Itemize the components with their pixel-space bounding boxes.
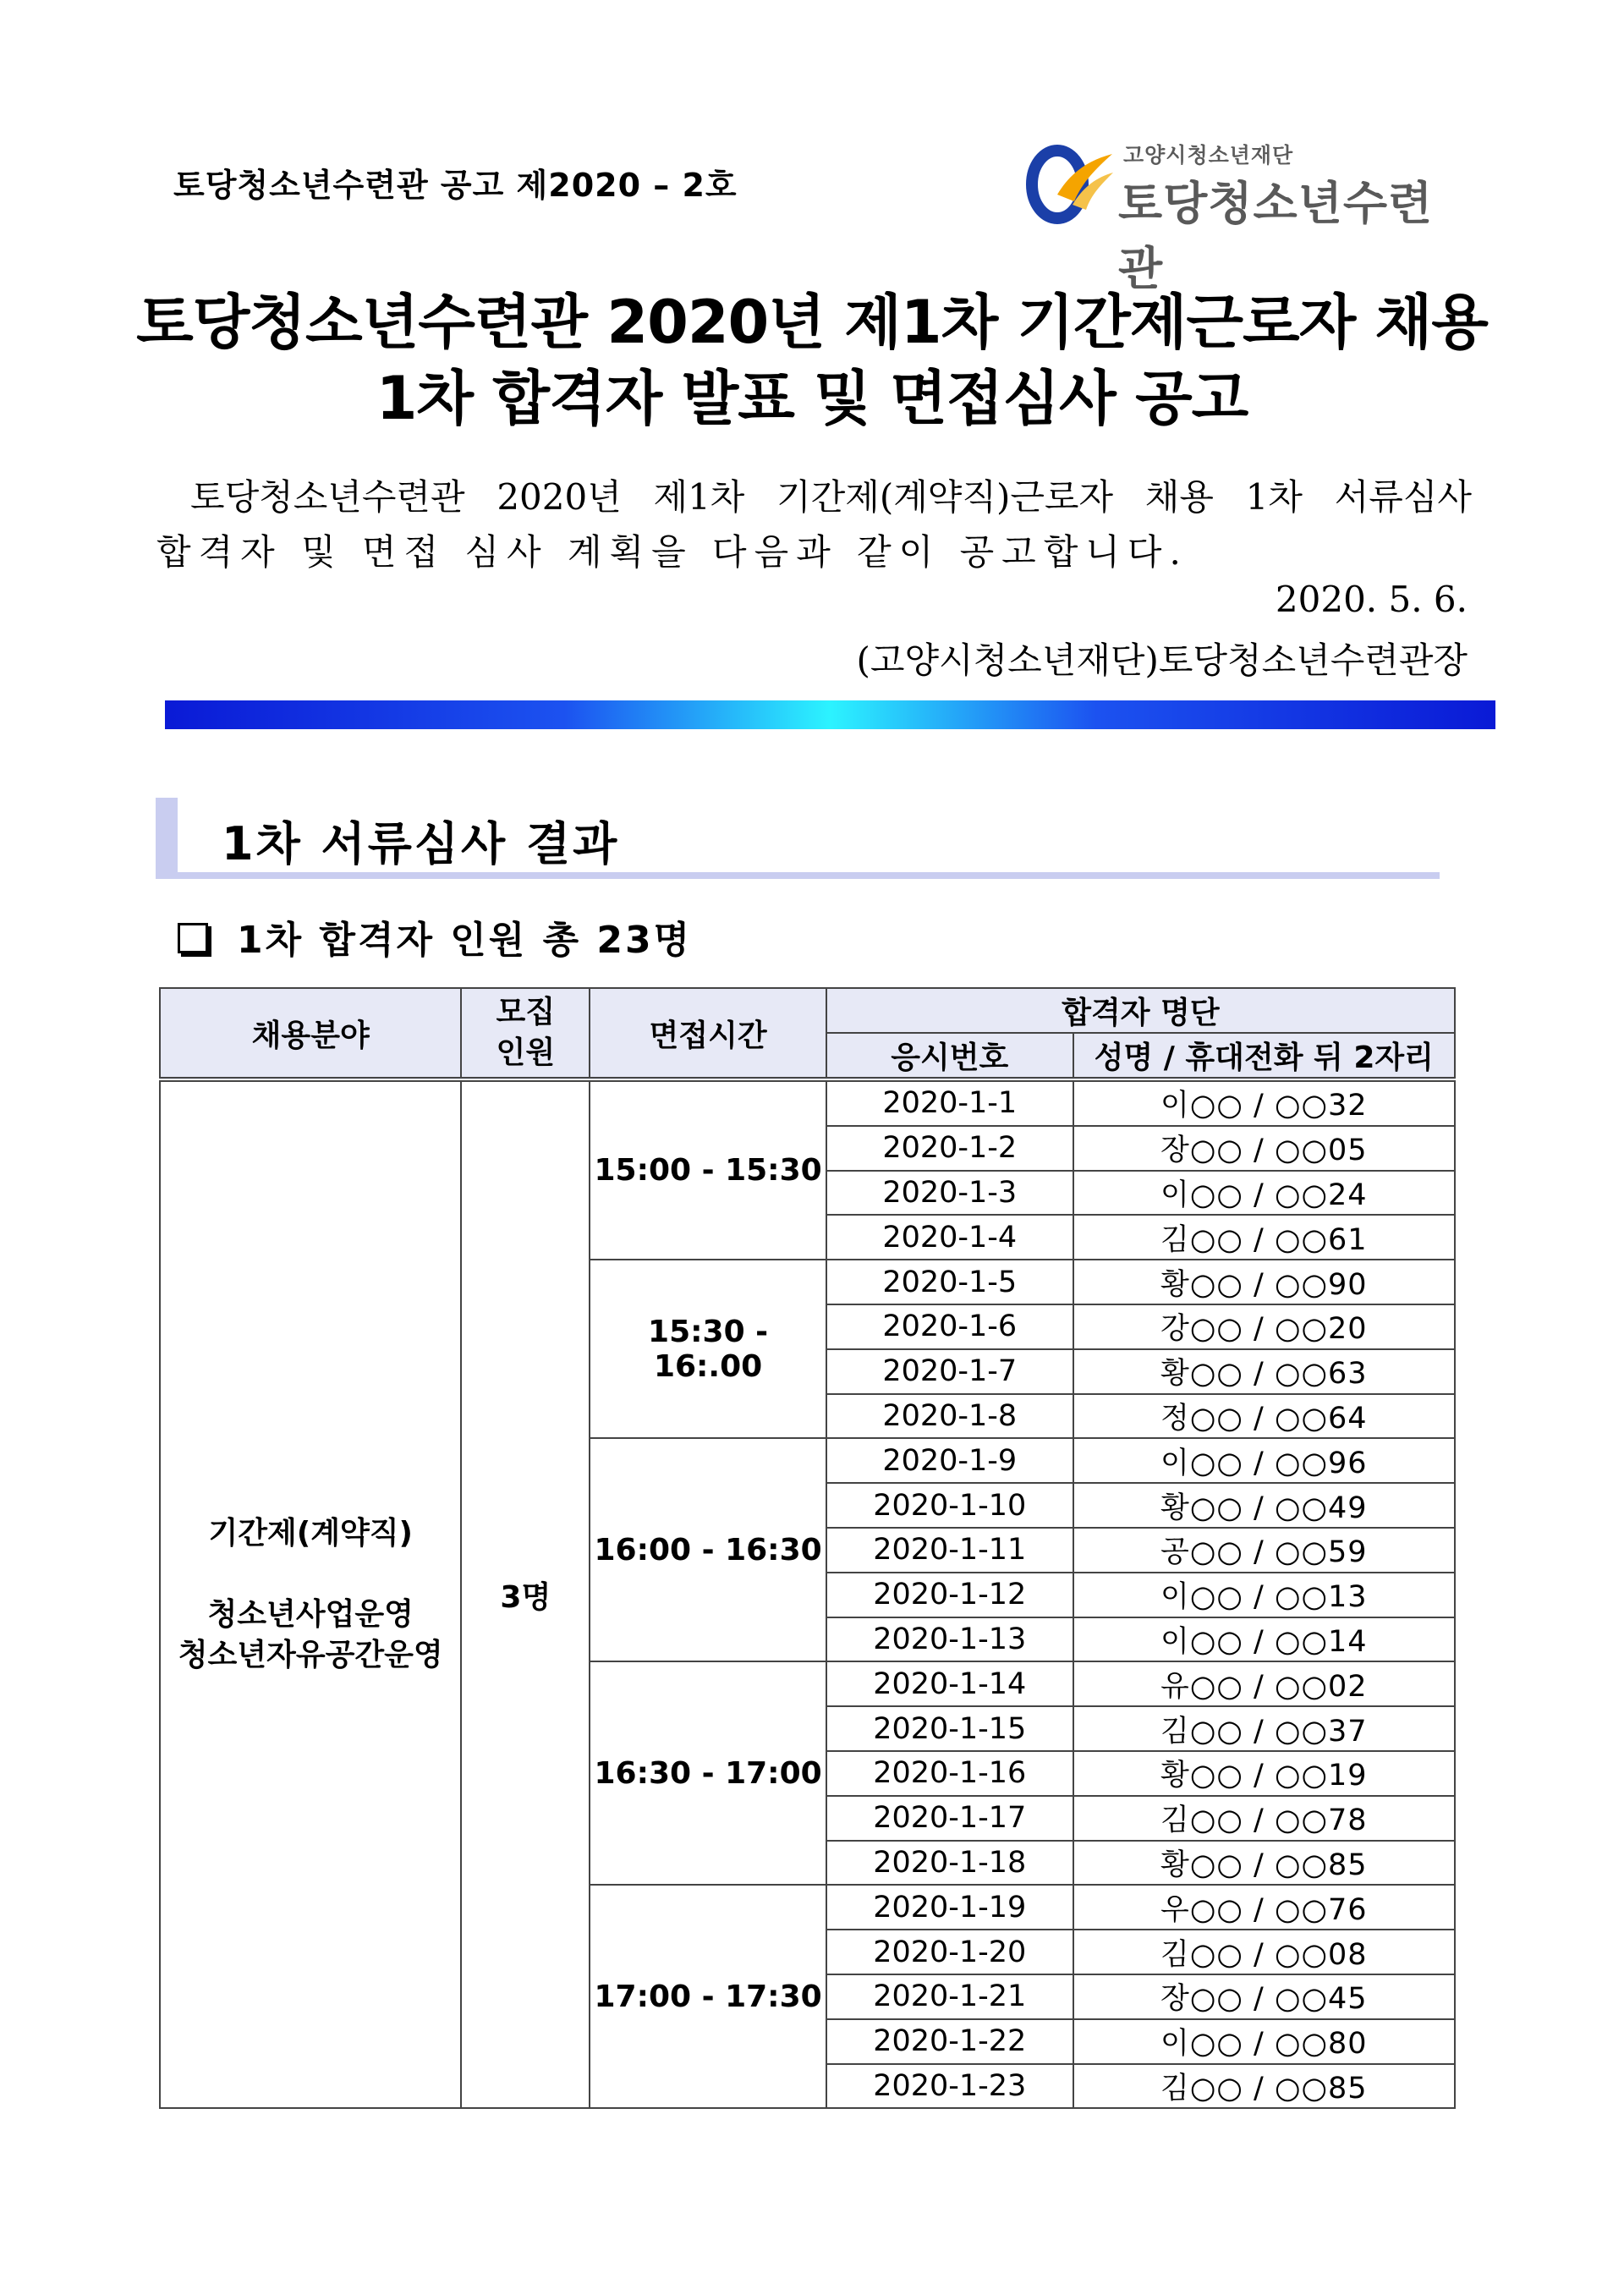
header-name: 성명 / 휴대전화 뒤 2자리 <box>1073 1033 1455 1079</box>
page-title-line1: 토당청소년수련관 2020년 제1차 기간제근로자 채용 <box>136 288 1488 357</box>
header-number: 응시번호 <box>826 1033 1073 1079</box>
applicant-name-cell: 김○○ / ○○78 <box>1073 1796 1455 1841</box>
applicant-number-cell: 2020-1-2 <box>826 1126 1073 1171</box>
applicant-number-cell: 2020-1-13 <box>826 1617 1073 1662</box>
applicant-name-cell: 이○○ / ○○24 <box>1073 1171 1455 1216</box>
applicant-number-cell: 2020-1-19 <box>826 1885 1073 1930</box>
field-line2: 청소년사업운영 <box>207 1597 414 1633</box>
applicant-name-cell: 이○○ / ○○96 <box>1073 1438 1455 1483</box>
applicant-number-cell: 2020-1-7 <box>826 1349 1073 1394</box>
applicant-number-cell: 2020-1-15 <box>826 1706 1073 1751</box>
applicant-name-cell: 공○○ / ○○59 <box>1073 1528 1455 1573</box>
header-time: 면접시간 <box>590 988 826 1079</box>
field-cell <box>160 1079 461 2108</box>
pass-count-text: 1차 합격자 인원 총 23명 <box>237 919 693 962</box>
applicant-name-cell: 이○○ / ○○32 <box>1073 1079 1455 1126</box>
applicant-number-cell: 2020-1-12 <box>826 1573 1073 1617</box>
applicant-number-cell: 2020-1-20 <box>826 1930 1073 1974</box>
recruit-count-cell: 3명 <box>461 1079 590 2108</box>
section-accent-bar <box>156 798 178 876</box>
section-title: 1차 서류심사 결과 <box>222 817 620 870</box>
applicant-name-cell: 김○○ / ○○37 <box>1073 1706 1455 1751</box>
interview-time-cell: 17:00 - 17:30 <box>590 1885 826 2108</box>
applicant-name-cell: 이○○ / ○○80 <box>1073 2019 1455 2064</box>
applicant-name-cell: 장○○ / ○○45 <box>1073 1974 1455 2019</box>
applicant-name-cell: 정○○ / ○○64 <box>1073 1394 1455 1439</box>
applicant-number-cell: 2020-1-16 <box>826 1751 1073 1796</box>
applicant-number-cell: 2020-1-6 <box>826 1304 1073 1349</box>
applicant-name-cell: 황○○ / ○○19 <box>1073 1751 1455 1796</box>
notice-date: 2020. 5. 6. <box>1275 579 1468 620</box>
applicant-number-cell: 2020-1-8 <box>826 1394 1073 1439</box>
applicant-name-cell: 황○○ / ○○49 <box>1073 1483 1455 1528</box>
header-recruit-line1: 모집 <box>496 995 556 1029</box>
field-spacer <box>161 1554 460 1595</box>
applicant-name-cell: 우○○ / ○○76 <box>1073 1885 1455 1930</box>
applicant-name-cell: 장○○ / ○○05 <box>1073 1126 1455 1171</box>
header-list: 합격자 명단 <box>826 988 1455 1033</box>
applicant-number-cell: 2020-1-4 <box>826 1215 1073 1260</box>
interview-time-cell: 16:00 - 16:30 <box>590 1438 826 1661</box>
applicant-number-cell: 2020-1-17 <box>826 1796 1073 1841</box>
applicant-number-cell: 2020-1-23 <box>826 2064 1073 2109</box>
applicant-name-cell: 이○○ / ○○14 <box>1073 1617 1455 1662</box>
notice-number: 토당청소년수련관 공고 제2020 – 2호 <box>173 167 738 204</box>
checkbox-icon <box>178 923 208 953</box>
applicant-name-cell: 황○○ / ○○63 <box>1073 1349 1455 1394</box>
interview-time-cell: 15:30 - 16:.00 <box>590 1260 826 1438</box>
intro-line2: 합격자 및 면접 심사 계획을 다음과 같이 공고합니다. <box>156 531 1188 573</box>
interview-time-cell: 16:30 - 17:00 <box>590 1661 826 1885</box>
applicant-name-cell: 김○○ / ○○85 <box>1073 2064 1455 2109</box>
applicant-number-cell: 2020-1-14 <box>826 1661 1073 1706</box>
pass-count <box>178 909 692 964</box>
applicant-number-cell: 2020-1-1 <box>826 1079 1073 1126</box>
swoosh-logo-icon <box>1023 135 1116 228</box>
section-underline <box>156 872 1440 879</box>
applicant-name-cell: 이○○ / ○○13 <box>1073 1573 1455 1617</box>
field-line1: 기간제(계약직) <box>208 1516 413 1551</box>
logo-title: 토당청소년수련관 <box>1118 177 1434 295</box>
interview-time-cell: 15:00 - 15:30 <box>590 1079 826 1260</box>
gradient-divider <box>165 700 1495 729</box>
intro-line1: 토당청소년수련관 2020년 제1차 기간제(계약직)근로자 채용 1차 서류심사 <box>190 476 1472 518</box>
results-body <box>160 1079 1455 2108</box>
applicant-number-cell: 2020-1-22 <box>826 2019 1073 2064</box>
applicant-number-cell: 2020-1-21 <box>826 1974 1073 2019</box>
applicant-name-cell: 유○○ / ○○02 <box>1073 1661 1455 1706</box>
table-row <box>160 1079 1455 1126</box>
issuing-organization: (고양시청소년재단)토당청소년수련관장 <box>856 640 1468 681</box>
applicant-number-cell: 2020-1-18 <box>826 1841 1073 1886</box>
applicant-number-cell: 2020-1-9 <box>826 1438 1073 1483</box>
applicant-number-cell: 2020-1-11 <box>826 1528 1073 1573</box>
applicant-name-cell: 황○○ / ○○90 <box>1073 1260 1455 1304</box>
field-line3: 청소년자유공간운영 <box>178 1638 443 1673</box>
page-title-line2: 1차 합격자 발표 및 면접심사 공고 <box>376 364 1248 433</box>
header-recruit <box>461 988 590 1079</box>
applicant-name-cell: 황○○ / ○○85 <box>1073 1841 1455 1886</box>
applicant-number-cell: 2020-1-10 <box>826 1483 1073 1528</box>
header-field: 채용분야 <box>160 988 461 1079</box>
organization-logo <box>1023 135 1463 295</box>
applicant-name-cell: 강○○ / ○○20 <box>1073 1304 1455 1349</box>
applicant-number-cell: 2020-1-5 <box>826 1260 1073 1304</box>
logo-subtitle: 고양시청소년재단 <box>1123 143 1294 167</box>
applicant-number-cell: 2020-1-3 <box>826 1171 1073 1216</box>
applicant-name-cell: 김○○ / ○○61 <box>1073 1215 1455 1260</box>
header-recruit-line2: 인원 <box>496 1035 556 1070</box>
results-table <box>159 987 1456 2109</box>
applicant-name-cell: 김○○ / ○○08 <box>1073 1930 1455 1974</box>
